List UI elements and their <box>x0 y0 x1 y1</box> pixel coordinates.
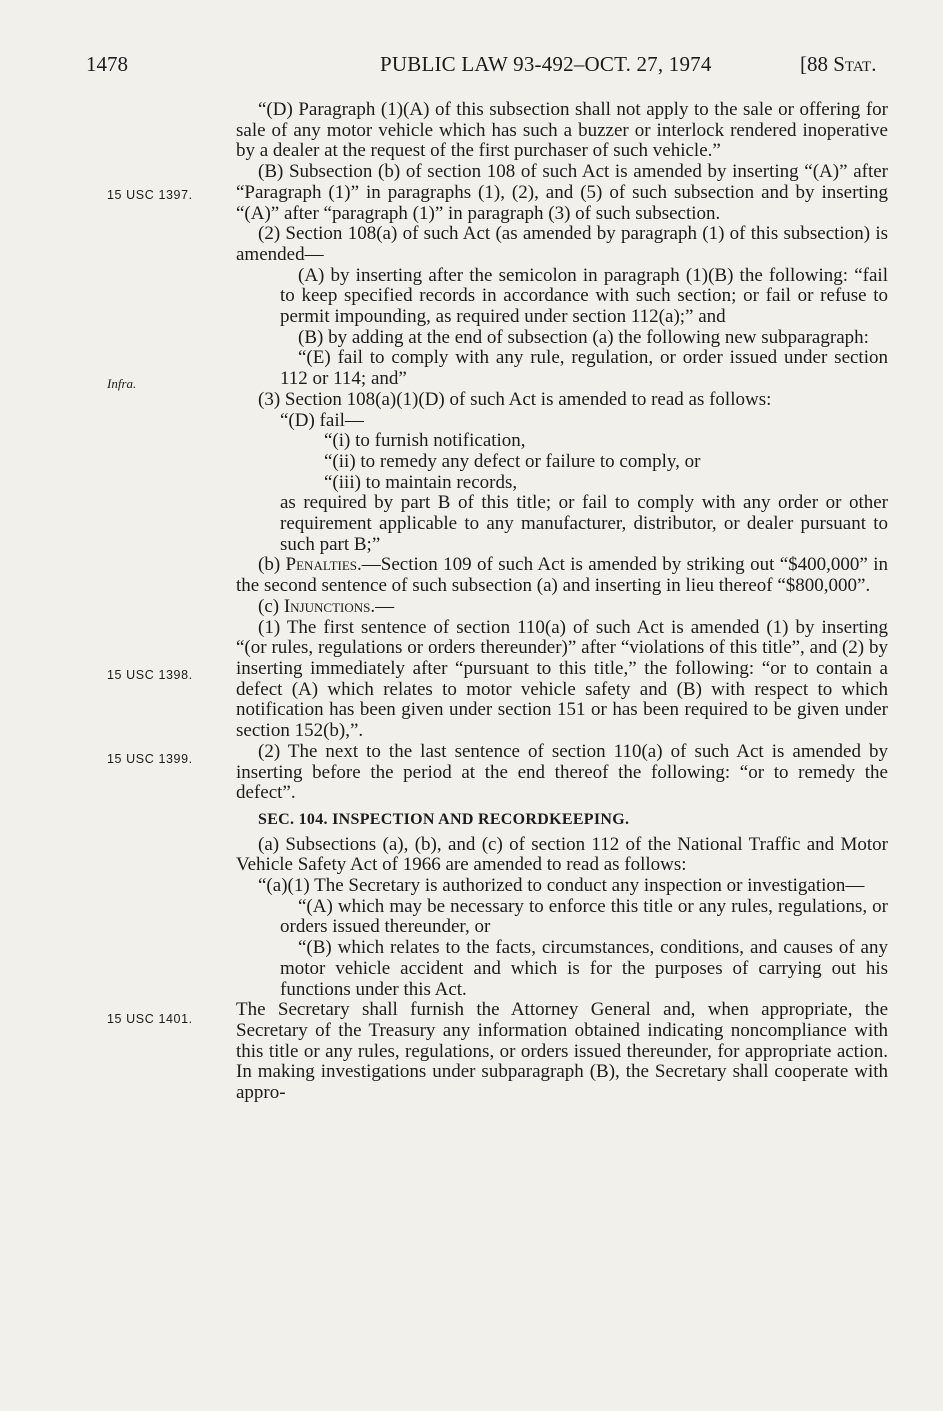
paragraph: (B) Subsection (b) of section 108 of such Act is amended by inserting “(A)” after “Paragraph (1)” in paragraphs (1), (2), and (5) of such subsection and by inserting “(A)” after “paragraph (1)” in paragraph (3) of such subsection. <box>236 161 888 224</box>
paragraph: “(iii) to maintain records, <box>324 471 518 493</box>
paragraph: “(ii) to remedy any defect or failure to comply, or <box>324 450 701 472</box>
paragraph: “(i) to furnish notification, <box>324 430 526 452</box>
paragraph: (1) The first sentence of section 110(a) of such Act is amended (1) by inserting “(or rules, regulations or orders thereunder)” after “violations of this title”, and (2) by inserting immediately after “pursuant to this title,” the following: “or to contain a defect (A) which relates to motor vehicle safety and (B) with respect to which notification has been given under section 151 or has been required to be given under section 152(b),”. <box>236 616 888 742</box>
running-title: PUBLIC LAW 93-492–OCT. 27, 1974 <box>380 52 712 76</box>
section-label: Penalties. <box>285 554 362 576</box>
paragraph: (a) Subsections (a), (b), and (c) of section 112 of the National Traffic and Motor Vehicle Safety Act of 1966 are amended to read as follows: <box>236 833 888 876</box>
margin-note: Infra. <box>107 376 137 391</box>
statute-citation <box>800 52 876 77</box>
paragraph: (2) Section 108(a) of such Act (as amended by paragraph (1) of this subsection) is amended— <box>236 223 888 265</box>
text: —Section 109 of such Act is amended by striking out “$400,000” in the second sentence of such subsection (a) and inserting in lieu thereof “$800,000”. <box>236 554 889 597</box>
margin-note: 15 USC 1398. <box>107 668 193 682</box>
paragraph <box>236 555 888 596</box>
paragraph: “(E) fail to comply with any rule, regulation, or order issued under section 112 or 114; and” <box>280 347 888 390</box>
paragraph <box>236 597 888 618</box>
section-heading: SEC. 104. INSPECTION AND RECORDKEEPING. <box>258 810 630 828</box>
margin-note: 15 USC 1399. <box>107 752 193 766</box>
paragraph: “(a)(1) The Secretary is authorized to conduct any inspection or investigation— <box>258 875 865 897</box>
statute-prefix: [88 <box>800 52 834 76</box>
paragraph: (3) Section 108(a)(1)(D) of such Act is amended to read as follows: <box>258 388 772 410</box>
statute-label: Stat. <box>833 52 877 76</box>
margin-note: 15 USC 1397. <box>107 188 193 202</box>
body-text <box>236 100 888 1104</box>
label: (b) <box>258 554 286 576</box>
paragraph: “(D) Paragraph (1)(A) of this subsection shall not apply to the sale or offering for sale of any motor vehicle which has such a buzzer or interlock rendered inoperative by a dealer at the request of the first purchaser of such vehicle.” <box>236 99 888 162</box>
label: (c) <box>258 595 284 617</box>
paragraph: “(A) which may be necessary to enforce this title or any rules, regulations, or orders issued thereunder, or <box>280 895 888 938</box>
page-header <box>0 52 943 82</box>
section-label: Injunctions. <box>283 595 376 617</box>
paragraph: (A) by inserting after the semicolon in paragraph (1)(B) the following: “fail to keep specified records in accordance with such section; or fail or refuse to permit impounding, as required under section 112(a);” and <box>280 264 888 328</box>
paragraph: “(B) which relates to the facts, circumstances, conditions, and causes of any motor vehicle accident and which is for the purposes of carrying out his functions under this Act. <box>280 937 888 1000</box>
paragraph: (B) by adding at the end of subsection (a) the following new subparagraph: <box>298 326 869 348</box>
margin-note: 15 USC 1401. <box>107 1012 193 1026</box>
text: — <box>375 595 395 617</box>
paragraph: The Secretary shall furnish the Attorney General and, when appropriate, the Secretary of the Treasury any information obtained indicating noncompliance with this title or any rules, regulations, or orders issued thereunder, for appropriate action. In making investigations under subparagraph (B), the Secretary shall cooperate with appro- <box>236 999 888 1104</box>
paragraph: (2) The next to the last sentence of section 110(a) of such Act is amended by inserting before the period at the end thereof the following: “or to remedy the defect”. <box>236 740 888 804</box>
page-number: 1478 <box>86 52 128 76</box>
paragraph: “(D) fail— <box>280 409 364 431</box>
paragraph: as required by part B of this title; or fail to comply with any order or other requirement applicable to any manufacturer, distributor, or dealer pursuant to such part B;” <box>280 492 888 555</box>
